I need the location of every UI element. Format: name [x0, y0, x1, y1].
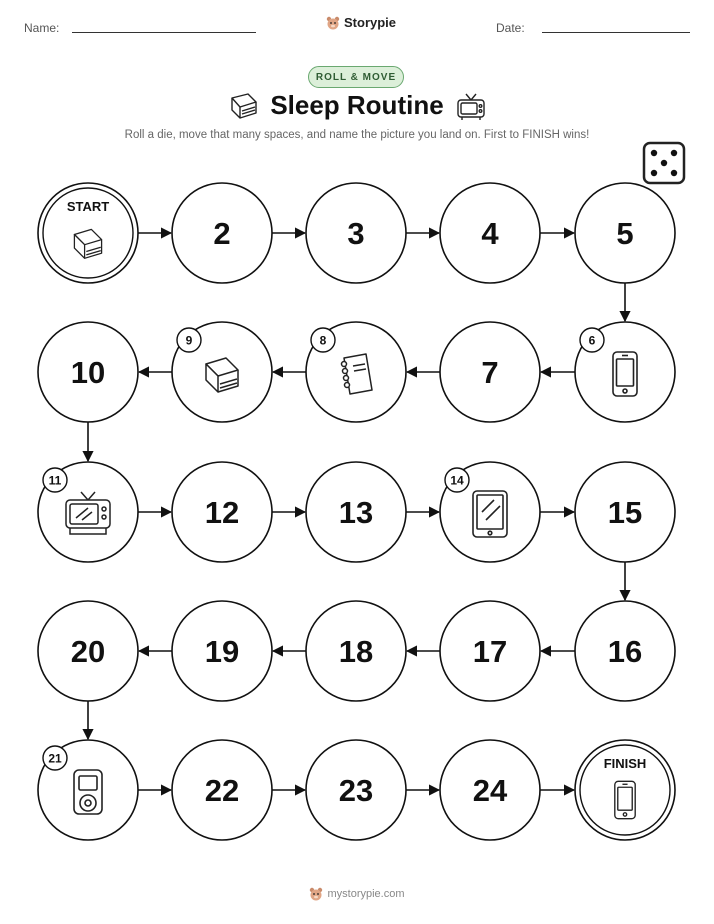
space-5[interactable] [575, 183, 675, 283]
space-number: 4 [481, 216, 499, 251]
space-3[interactable] [306, 183, 406, 283]
space-number: 16 [607, 634, 643, 669]
space-number: 3 [347, 216, 365, 251]
space-number: 20 [70, 634, 106, 669]
space-number: 8 [319, 333, 327, 348]
brand-name: Storypie [344, 15, 397, 30]
phone-icon [615, 781, 635, 818]
space-20[interactable] [38, 601, 138, 701]
space-21[interactable] [38, 740, 138, 840]
space-number: 6 [588, 333, 596, 348]
footer [0, 887, 714, 901]
space-number: 12 [204, 495, 240, 530]
space-number: 14 [450, 473, 464, 488]
space-number: 2 [213, 216, 231, 251]
space-19[interactable] [172, 601, 272, 701]
space-finish[interactable] [575, 740, 675, 840]
space-number: 19 [204, 634, 240, 669]
footer-url[interactable]: mystorypie.com [327, 888, 405, 900]
space-number: 18 [338, 634, 374, 669]
space-2[interactable] [172, 183, 272, 283]
space-23[interactable] [306, 740, 406, 840]
space-number: 22 [204, 773, 240, 808]
space-7[interactable] [440, 322, 540, 422]
space-number: 23 [338, 773, 374, 808]
space-8[interactable] [306, 322, 406, 422]
space-13[interactable] [306, 462, 406, 562]
name-label: Name: [24, 21, 60, 35]
space-number: 9 [185, 333, 193, 348]
space-number: 10 [70, 355, 106, 390]
space-number: 11 [48, 473, 62, 488]
space-9[interactable] [172, 322, 272, 422]
bear-footer-icon [309, 887, 323, 901]
space-number: 7 [481, 355, 499, 390]
space-24[interactable] [440, 740, 540, 840]
notebook-icon [342, 354, 373, 394]
space-number: 24 [472, 773, 508, 808]
space-number: 5 [616, 216, 634, 251]
space-11[interactable] [38, 462, 138, 562]
space-14[interactable] [440, 462, 540, 562]
date-label: Date: [496, 21, 525, 35]
phone-icon [613, 352, 637, 396]
space-15[interactable] [575, 462, 675, 562]
space-start[interactable] [38, 183, 138, 283]
space-16[interactable] [575, 601, 675, 701]
instructions: Roll a die, move that many spaces, and name the picture you land on. First to FINISH wins! [124, 129, 590, 141]
space-number: 21 [48, 751, 62, 766]
space-label: START [66, 199, 110, 214]
tablet-icon [473, 491, 507, 537]
space-6[interactable] [575, 322, 675, 422]
space-number: 15 [607, 495, 643, 530]
page-title: Sleep Routine [270, 90, 444, 120]
activity-badge: ROLL & MOVE [308, 66, 404, 88]
space-number: 17 [472, 634, 508, 669]
space-4[interactable] [440, 183, 540, 283]
space-10[interactable] [38, 322, 138, 422]
music-player-icon [74, 770, 102, 814]
space-12[interactable] [172, 462, 272, 562]
space-number: 13 [338, 495, 374, 530]
space-label: FINISH [603, 756, 647, 771]
space-22[interactable] [172, 740, 272, 840]
space-17[interactable] [440, 601, 540, 701]
space-18[interactable] [306, 601, 406, 701]
